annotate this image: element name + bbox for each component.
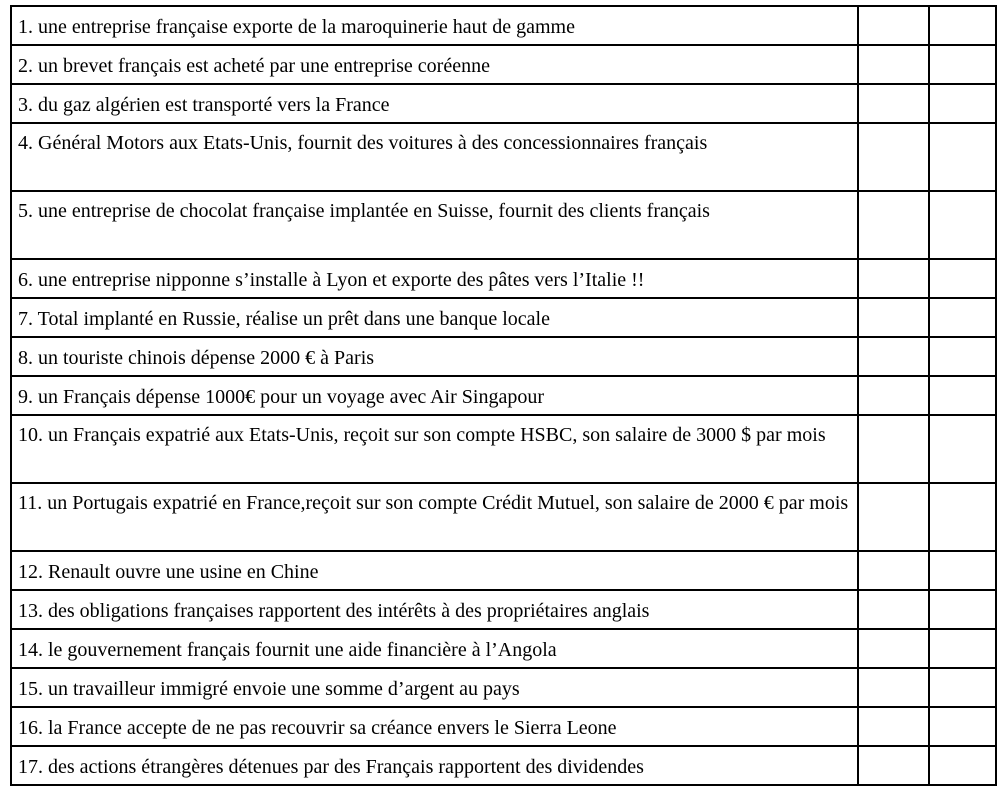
answer-cell-1[interactable] xyxy=(858,376,929,415)
table-row xyxy=(11,707,996,746)
table-row xyxy=(11,415,996,483)
answer-cell-1[interactable] xyxy=(858,483,929,551)
table-row xyxy=(11,629,996,668)
answer-cell-2[interactable] xyxy=(929,746,996,785)
answer-cell-1[interactable] xyxy=(858,746,929,785)
table-row xyxy=(11,45,996,84)
row-text: 13. des obligations françaises rapportent des intérêts à des propriétaires anglais xyxy=(11,590,858,629)
table-row xyxy=(11,376,996,415)
row-text: 6. une entreprise nipponne s’installe à Lyon et exporte des pâtes vers l’Italie !! xyxy=(11,259,858,298)
table-row xyxy=(11,746,996,785)
answer-cell-1[interactable] xyxy=(858,84,929,123)
row-text: 1. une entreprise française exporte de la maroquinerie haut de gamme xyxy=(11,6,858,45)
answer-cell-2[interactable] xyxy=(929,629,996,668)
row-text: 17. des actions étrangères détenues par des Français rapportent des dividendes xyxy=(11,746,858,785)
answer-cell-2[interactable] xyxy=(929,337,996,376)
row-text: 14. le gouvernement français fournit une aide financière à l’Angola xyxy=(11,629,858,668)
table-row xyxy=(11,668,996,707)
answer-cell-2[interactable] xyxy=(929,298,996,337)
answer-cell-2[interactable] xyxy=(929,45,996,84)
classification-table xyxy=(10,5,997,786)
answer-cell-2[interactable] xyxy=(929,668,996,707)
row-text: 2. un brevet français est acheté par une entreprise coréenne xyxy=(11,45,858,84)
table-row xyxy=(11,123,996,191)
row-text: 7. Total implanté en Russie, réalise un prêt dans une banque locale xyxy=(11,298,858,337)
table-row xyxy=(11,298,996,337)
row-text: 4. Général Motors aux Etats-Unis, fournit des voitures à des concessionnaires français xyxy=(11,123,858,191)
answer-cell-2[interactable] xyxy=(929,707,996,746)
answer-cell-2[interactable] xyxy=(929,191,996,259)
row-text: 3. du gaz algérien est transporté vers la France xyxy=(11,84,858,123)
answer-cell-1[interactable] xyxy=(858,629,929,668)
answer-cell-2[interactable] xyxy=(929,123,996,191)
row-text: 11. un Portugais expatrié en France,reçoit sur son compte Crédit Mutuel, son salaire de 2000 € par mois xyxy=(11,483,858,551)
answer-cell-2[interactable] xyxy=(929,376,996,415)
answer-cell-1[interactable] xyxy=(858,551,929,590)
answer-cell-2[interactable] xyxy=(929,6,996,45)
table-row xyxy=(11,551,996,590)
answer-cell-1[interactable] xyxy=(858,415,929,483)
answer-cell-2[interactable] xyxy=(929,551,996,590)
answer-cell-2[interactable] xyxy=(929,590,996,629)
answer-cell-1[interactable] xyxy=(858,668,929,707)
answer-cell-2[interactable] xyxy=(929,483,996,551)
table-row xyxy=(11,6,996,45)
row-text: 9. un Français dépense 1000€ pour un voyage avec Air Singapour xyxy=(11,376,858,415)
answer-cell-1[interactable] xyxy=(858,191,929,259)
table-row xyxy=(11,84,996,123)
answer-cell-1[interactable] xyxy=(858,123,929,191)
answer-cell-1[interactable] xyxy=(858,259,929,298)
table-row xyxy=(11,483,996,551)
row-text: 15. un travailleur immigré envoie une somme d’argent au pays xyxy=(11,668,858,707)
table-row xyxy=(11,590,996,629)
row-text: 8. un touriste chinois dépense 2000 € à Paris xyxy=(11,337,858,376)
answer-cell-1[interactable] xyxy=(858,590,929,629)
row-text: 12. Renault ouvre une usine en Chine xyxy=(11,551,858,590)
answer-cell-1[interactable] xyxy=(858,6,929,45)
answer-cell-1[interactable] xyxy=(858,298,929,337)
table-row xyxy=(11,191,996,259)
table-row xyxy=(11,259,996,298)
row-text: 5. une entreprise de chocolat française implantée en Suisse, fournit des clients français xyxy=(11,191,858,259)
row-text: 16. la France accepte de ne pas recouvrir sa créance envers le Sierra Leone xyxy=(11,707,858,746)
answer-cell-2[interactable] xyxy=(929,259,996,298)
answer-cell-1[interactable] xyxy=(858,707,929,746)
answer-cell-2[interactable] xyxy=(929,415,996,483)
answer-cell-1[interactable] xyxy=(858,45,929,84)
row-text: 10. un Français expatrié aux Etats-Unis, reçoit sur son compte HSBC, son salaire de 3000 $ par mois xyxy=(11,415,858,483)
answer-cell-2[interactable] xyxy=(929,84,996,123)
answer-cell-1[interactable] xyxy=(858,337,929,376)
table-row xyxy=(11,337,996,376)
